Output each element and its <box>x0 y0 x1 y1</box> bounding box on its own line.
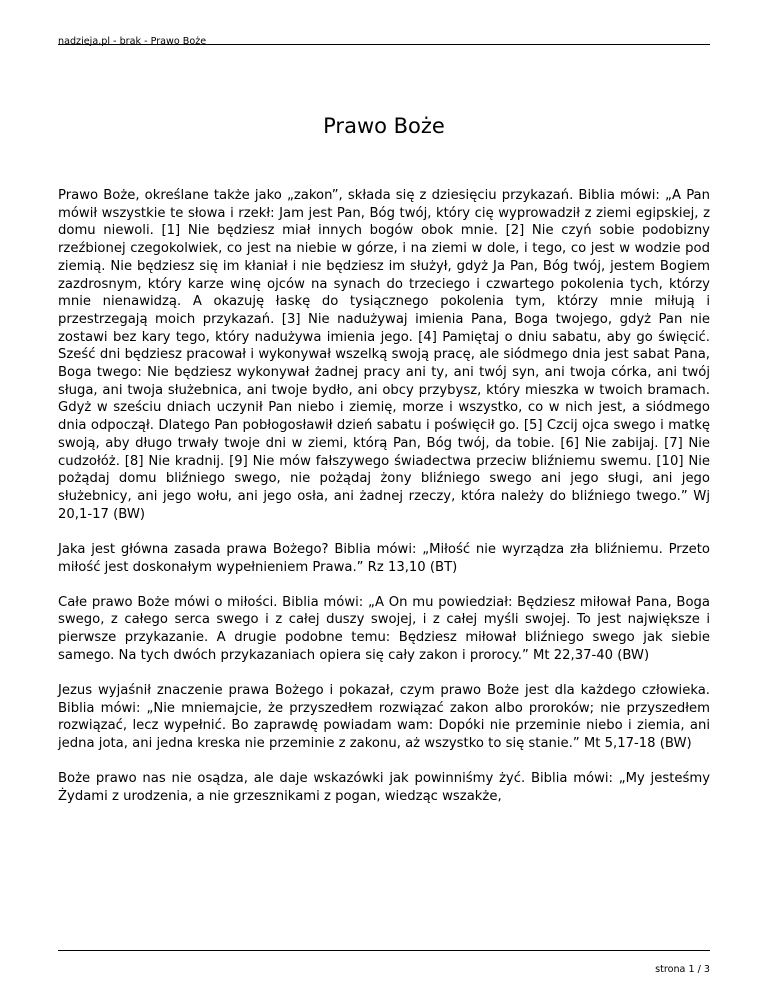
page-header <box>58 29 710 45</box>
page-number: strona 1 / 3 <box>655 964 710 975</box>
paragraph: Boże prawo nas nie osądza, ale daje wskazówki jak powinniśmy żyć. Biblia mówi: „My jesteśmy Żydami z urodzenia, a nie grzesznikami z pogan, wiedząc wszakże, <box>58 771 710 805</box>
paragraph: Całe prawo Boże mówi o miłości. Biblia mówi: „A On mu powiedział: Będziesz miłował Pana, Boga swego, z całego serca swego i z całej duszy swojej, i z całej myśli swojej. To jest największe i pierwsze przykazanie. A drugie podobne temu: Będziesz miłował bliźniego swego jak siebie samego. Na tych dwóch przykazaniach opiera się cały zakon i prorocy.” Mt 22,37-40 (BW) <box>58 594 710 663</box>
document-body <box>58 187 710 823</box>
paragraph: Jezus wyjaśnił znaczenie prawa Bożego i pokazał, czym prawo Boże jest dla każdego człowieka. Biblia mówi: „Nie mniemajcie, że przyszedłem rozwiązać zakon albo proroków; nie przyszedłem rozwiązać, lecz wypełnić. Bo zaprawdę powiadam wam: Dopóki nie przeminie niebo i ziemia, ani jedna jota, ani jedna kreska nie przeminie z zakonu, aż wszystko to się stanie.” Mt 5,17-18 (BW) <box>58 683 710 752</box>
paragraph: Prawo Boże, określane także jako „zakon”, składa się z dziesięciu przykazań. Biblia mówi: „A Pan mówił wszystkie te słowa i rzekł: Jam jest Pan, Bóg twój, który cię wyprowadził z ziemi egipskiej, z domu niewoli. [1] Nie będziesz miał innych bogów obok mnie. [2] Nie czyń sobie podobizny rzeźbionej czegokolwiek, co jest na niebie w górze, i na ziemi w dole, i tego, co jest w wodzie pod ziemią. Nie będziesz się im kłaniał i nie będziesz im służył, gdyż Ja Pan, Bóg twój, jestem Bogiem zazdrosnym, który karze winę ojców na synach do trzeciego i czwartego pokolenia tych, którzy mnie nienawidzą. A okazuję łaskę do tysiącznego pokolenia tym, którzy mnie miłują i przestrzegają moich przykazań. [3] Nie nadużywaj imienia Pana, Boga twojego, gdyż Pan nie zostawi bez kary tego, który nadużywa imienia jego. [4] Pamiętaj o dniu sabatu, aby go święcić. Sześć dni będziesz pracował i wykonywał wszelką swoją pracę, ale siódmego dnia jest sabat Pana, Boga twego: Nie będziesz wykonywał żadnej pracy ani ty, ani twój syn, ani twoja córka, ani twój sługa, ani twoja służebnica, ani twoje bydło, ani obcy przybysz, który mieszka w twoich bramach. Gdyż w sześciu dniach uczynił Pan niebo i ziemię, morze i wszystko, co w nich jest, a siódmego dnia odpoczął. Dlatego Pan pobłogosławił dzień sabatu i poświęcił go. [5] Czcij ojca swego i matkę swoją, aby długo trwały twoje dni w ziemi, którą Pan, Bóg twój, da tobie. [6] Nie zabijaj. [7] Nie cudzołóż. [8] Nie kradnij. [9] Nie mów fałszywego świadectwa przeciw bliźniemu swemu. [10] Nie pożądaj domu bliźniego swego, nie pożądaj żony bliźniego swego ani jego sługi, ani jego służebnicy, ani jego wołu, ani jego osła, ani żadnej rzeczy, która należy do bliźniego twego.” Wj 20,1-17 (BW) <box>58 188 710 522</box>
header-text: nadzieja.pl - brak - Prawo Boże <box>58 36 207 47</box>
paragraph: Jaka jest główna zasada prawa Bożego? Biblia mówi: „Miłość nie wyrządza zła bliźniemu. Przeto miłość jest doskonałym wypełnieniem Prawa.” Rz 13,10 (BT) <box>58 541 710 575</box>
document-title: Prawo Boże <box>323 114 445 138</box>
page-footer <box>58 950 710 975</box>
